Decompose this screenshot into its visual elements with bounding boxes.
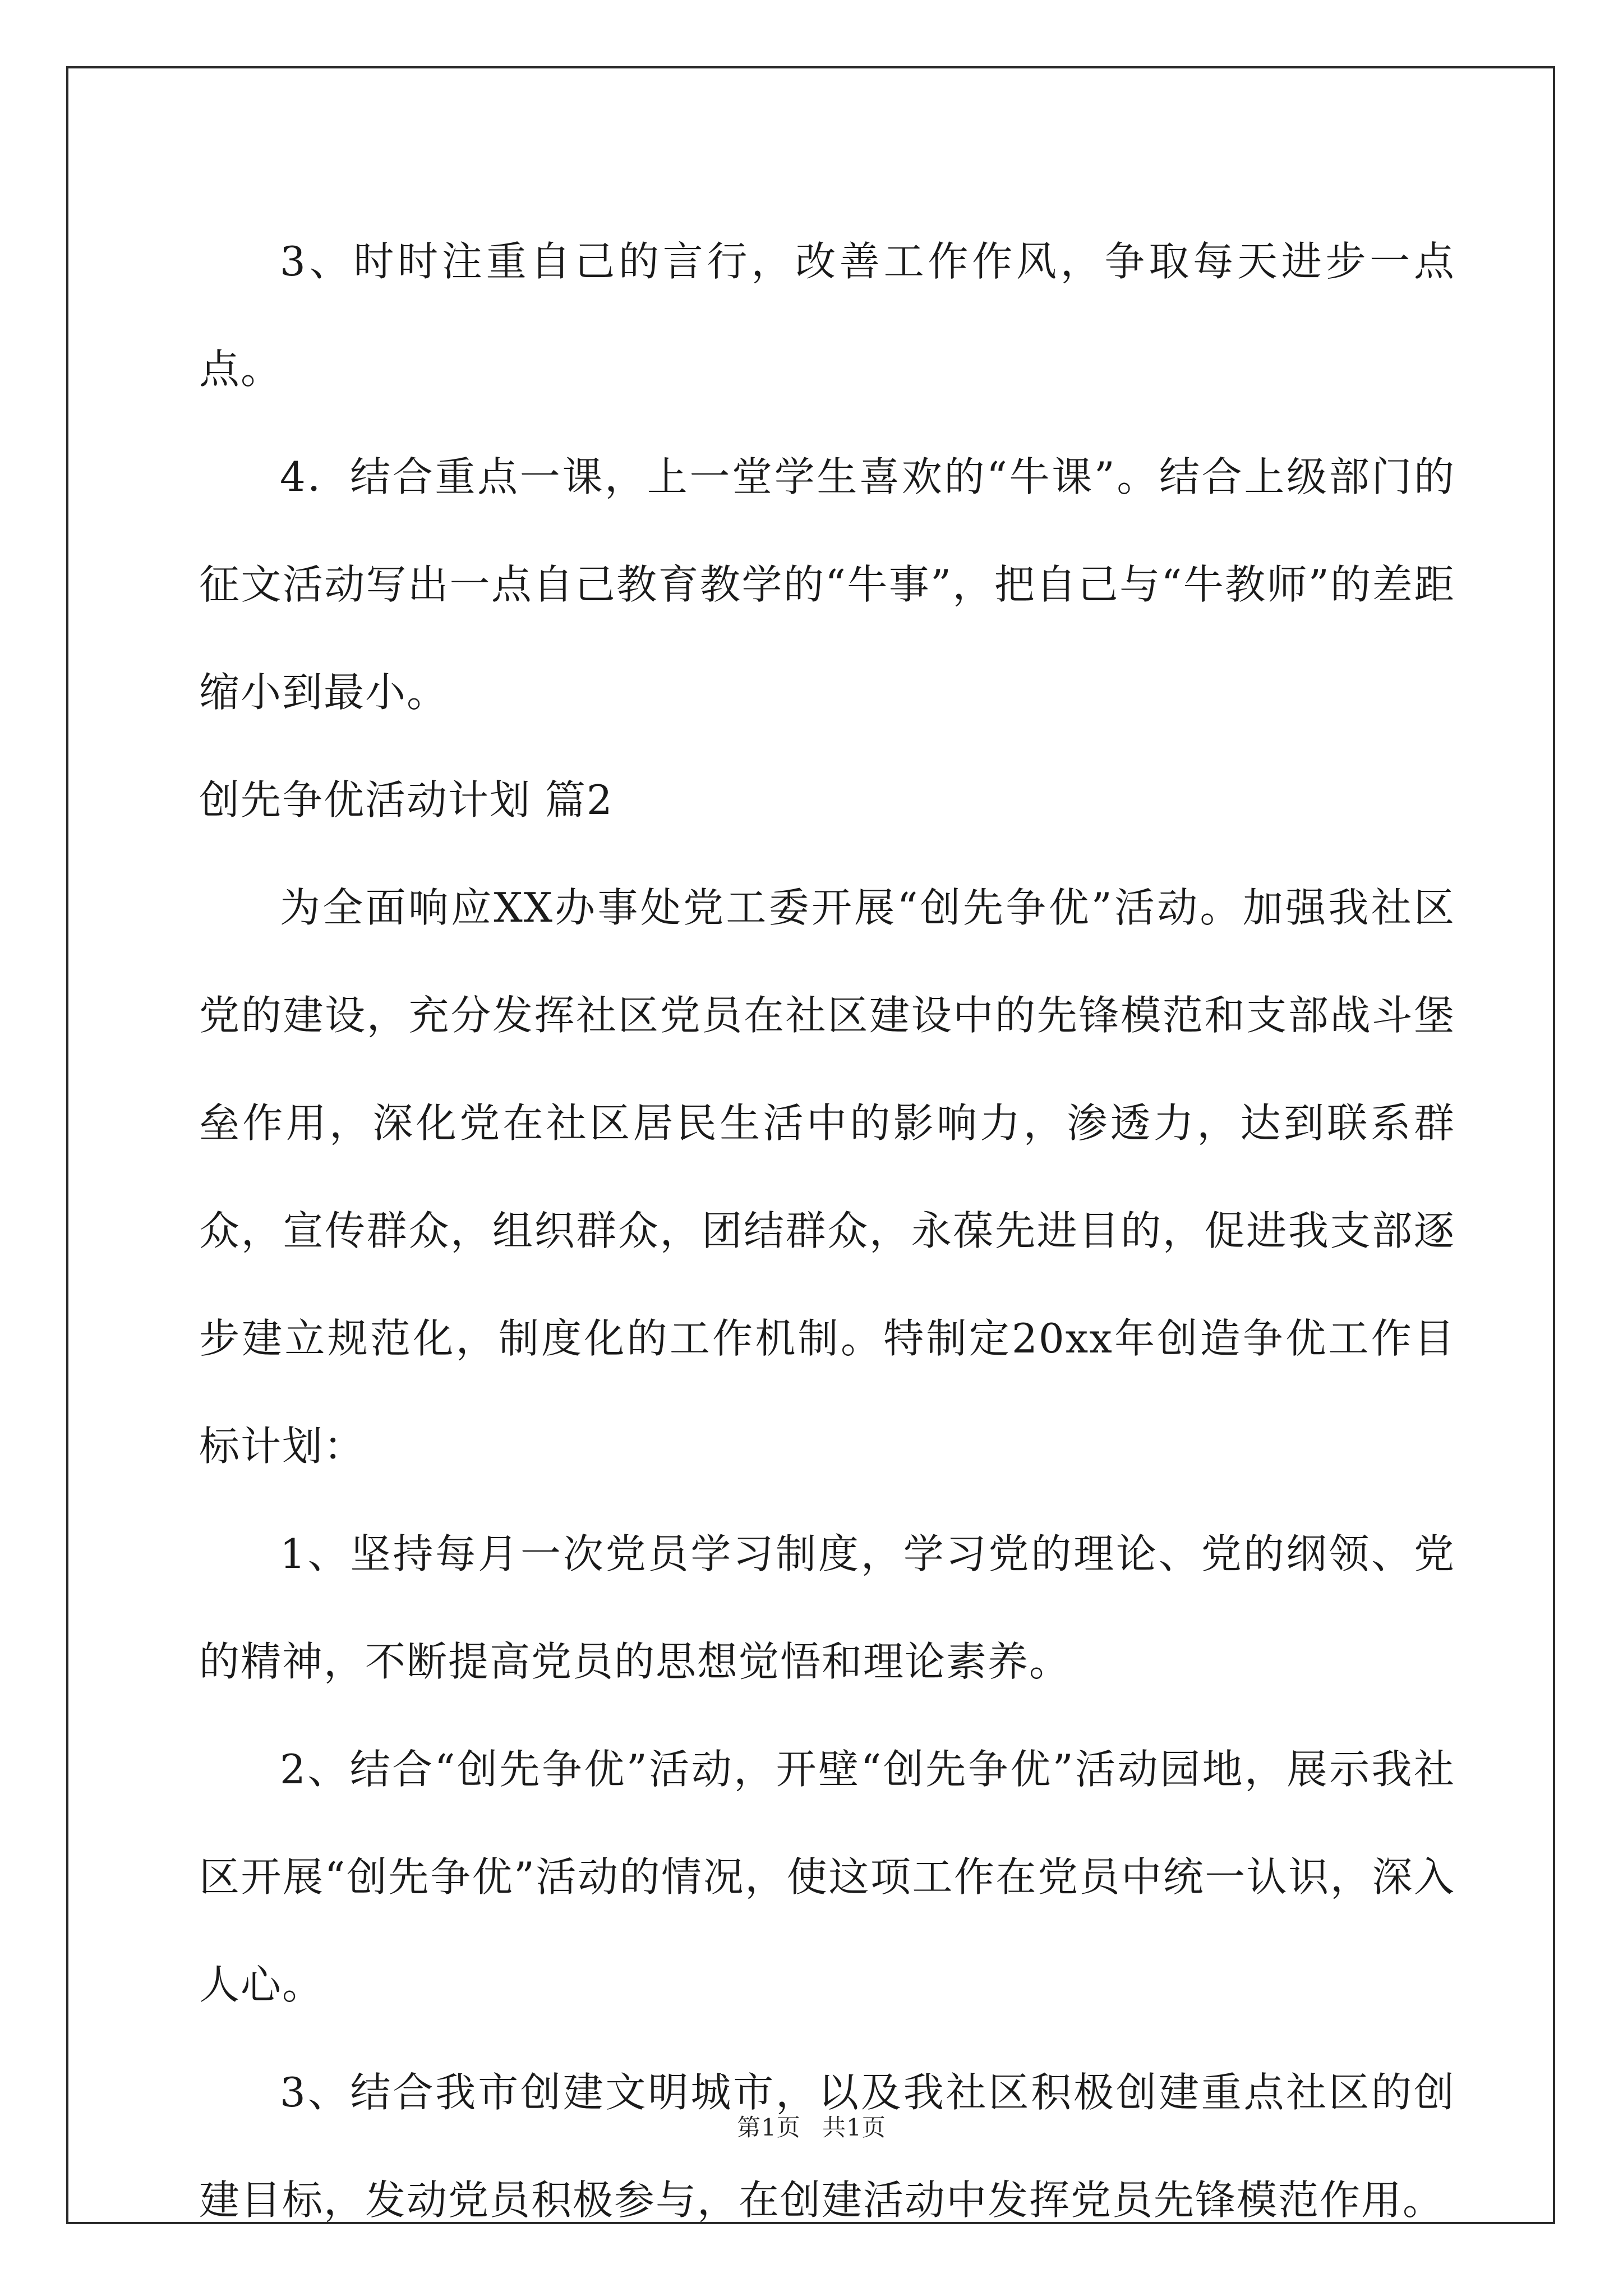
paragraph-intro: 为全面响应XX办事处党工委开展“创先争优”活动。加强我社区党的建设，充分发挥社区党员在社区建设中的先锋模范和支部战斗堡垒作用，深化党在社区居民生活中的影响力，渗透力，达到联系群众，宣传群众，组织群众，团结群众，永葆先进目的，促进我支部逐步建立规范化，制度化的工作机制。特制定20xx年创造争优工作目标计划： <box>199 884 1455 1470</box>
page-number: 第1页 <box>737 2114 801 2141</box>
document-body <box>199 208 1455 2254</box>
page-total: 共1页 <box>822 2114 886 2141</box>
paragraph-point-2: 2、结合“创先争优”活动，开壁“创先争优”活动园地，展示我社区开展“创先争优”活动的情况，使这项工作在党员中统一认识，深入人心。 <box>199 1746 1455 2008</box>
page-footer <box>0 2109 1623 2143</box>
paragraph-point-1: 1、坚持每月一次党员学习制度，学习党的理论、党的纲领、党的精神，不断提高党员的思想觉悟和理论素养。 <box>199 1530 1455 1685</box>
section-heading: 创先争优活动计划 篇2 <box>199 776 614 823</box>
paragraph-point-3: 3、结合我市创建文明城市，以及我社区积极创建重点社区的创建目标，发动党员积极参与，在创建活动中发挥党员先锋模范作用。 <box>199 2069 1455 2224</box>
paragraph-item-3: 3、时时注重自己的言行，改善工作作风，争取每天进步一点点。 <box>199 238 1455 393</box>
paragraph-item-4: 4．结合重点一课，上一堂学生喜欢的“牛课”。结合上级部门的征文活动写出一点自己教育教学的“牛事”，把自己与“牛教师”的差距缩小到最小。 <box>199 453 1455 716</box>
